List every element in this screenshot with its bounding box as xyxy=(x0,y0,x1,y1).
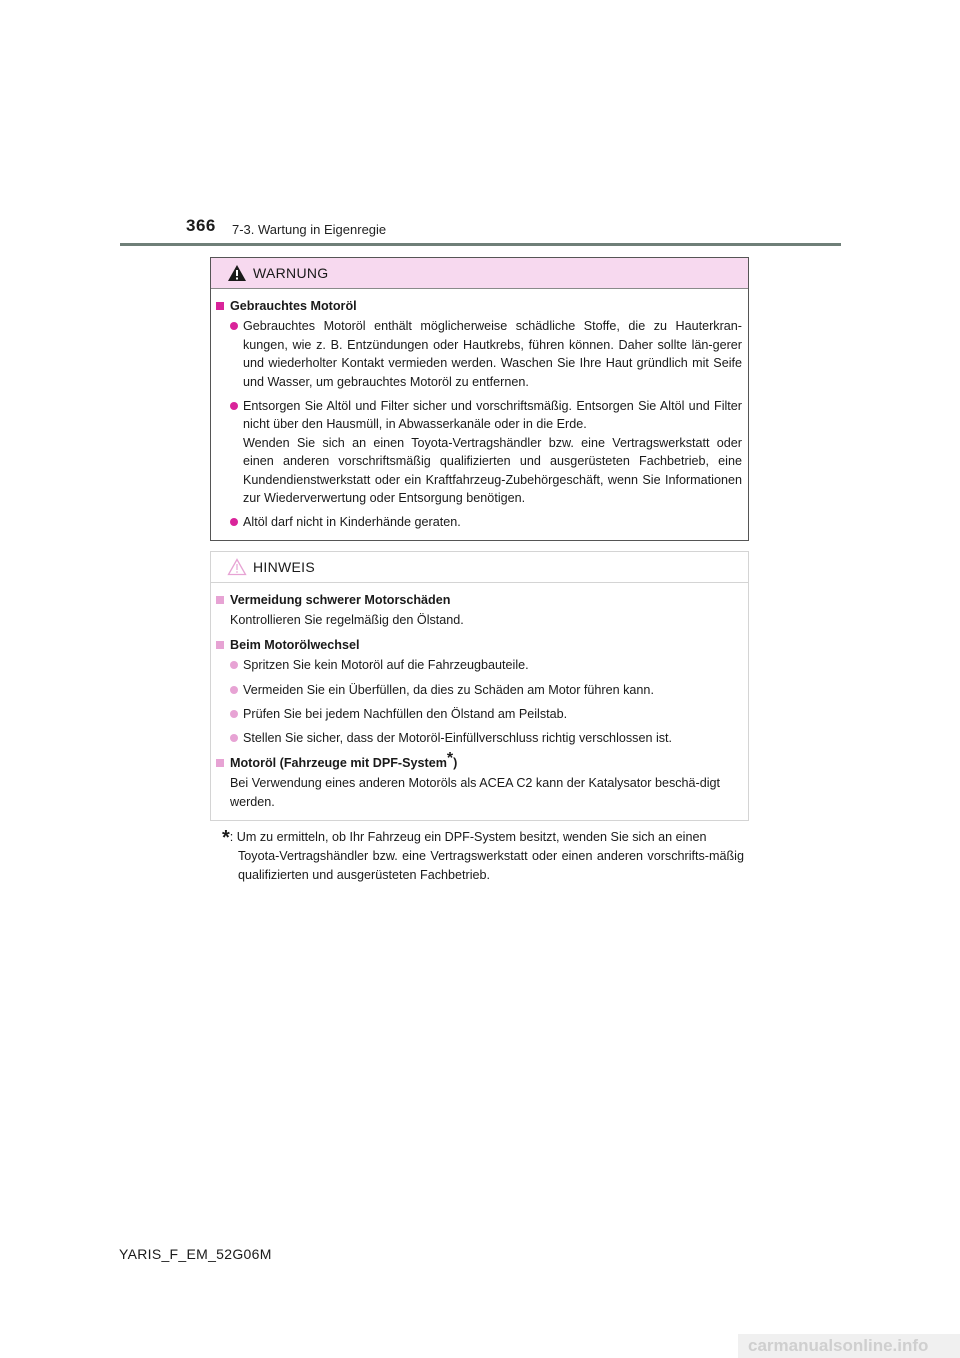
section-title: 7-3. Wartung in Eigenregie xyxy=(232,222,387,237)
list-item: Gebrauchtes Motoröl enthält möglicherweise schädliche Stoffe, die zu Hauterkran-kungen, wie z. B. Entzündungen oder Hautkrebs, führen können. Daher sollte län-gerer und wiederholter Kontakt vermieden werden. Waschen Sie Ihre Haut gründlich mit Seife und Wasser, um gebrauchtes Motoröl zu entfernen. xyxy=(216,317,742,391)
square-bullet-icon xyxy=(216,596,224,604)
notice-text: Kontrollieren Sie regelmäßig den Ölstand. xyxy=(230,613,464,628)
round-bullet-icon xyxy=(230,518,238,526)
footnote-text: : Um zu ermitteln, ob Ihr Fahrzeug ein DPF-System besitzt, wenden Sie sich an einen xyxy=(229,830,707,844)
notice-text: Bei Verwendung eines anderen Motoröls als ACEA C2 kann der Katalysator beschä-digt werden. xyxy=(230,776,721,809)
list-item: Vermeiden Sie ein Überfüllen, da dies zu Schäden am Motor führen kann. xyxy=(216,681,742,699)
document-code: YARIS_F_EM_52G06M xyxy=(119,1246,272,1262)
page-number: 366 xyxy=(186,216,216,235)
warning-section-heading: Gebrauchtes Motoröl xyxy=(216,297,742,315)
list-item: Prüfen Sie bei jedem Nachfüllen den Ölstand am Peilstab. xyxy=(216,705,742,723)
list-item: Spritzen Sie kein Motoröl auf die Fahrzeugbauteile. xyxy=(216,656,742,674)
warning-triangle-outline-icon xyxy=(227,558,247,576)
round-bullet-icon xyxy=(230,686,238,694)
warning-title: WARNUNG xyxy=(253,265,329,281)
square-bullet-icon xyxy=(216,302,224,310)
notice-section-heading: Motoröl (Fahrzeuge mit DPF-System*) xyxy=(216,754,742,772)
round-bullet-icon xyxy=(230,734,238,742)
round-bullet-icon xyxy=(230,710,238,718)
footnote-marker: * xyxy=(222,827,230,849)
square-bullet-icon xyxy=(216,641,224,649)
list-item: Stellen Sie sicher, dass der Motoröl-Einfüllverschluss richtig verschlossen ist. xyxy=(216,729,742,747)
round-bullet-icon xyxy=(230,402,238,410)
watermark: carmanualsonline.info xyxy=(748,1336,929,1355)
notice-box xyxy=(210,551,749,821)
footnote-star: * xyxy=(446,749,454,767)
notice-section-heading: Vermeidung schwerer Motorschäden xyxy=(216,591,742,609)
notice-section-heading: Beim Motorölwechsel xyxy=(216,636,742,654)
warning-header xyxy=(211,258,748,289)
header-rule xyxy=(120,243,841,246)
notice-header xyxy=(211,552,748,583)
list-item-continuation: Wenden Sie sich an einen Toyota-Vertragshändler bzw. eine Vertragswerkstatt oder einen anderen vorschriftsmäßig qualifizierten und ausgerüsteten Fachbetrieb, eine Kundendienstwerkstatt oder ein Kraftfahrzeug-Zubehörgeschäft, wenn Sie Informationen zur Wiederverwertung oder Entsorgung benötigen. xyxy=(243,435,742,506)
list-item: Entsorgen Sie Altöl und Filter sicher und vorschriftsmäßig. Entsorgen Sie Altöl und Filter nicht über den Hausmüll, in Abwasserkanäle oder in die Erde. Wenden Sie sich an einen Toyota-Vertragshändler bzw. eine Vertragswerkstatt oder einen anderen vorschriftsmäßig qualifizierten und ausgerüsteten Fachbetrieb, eine Kundendienstwerkstatt oder ein Kraftfahrzeug-Zubehörgeschäft, wenn Sie Informationen zur Wiederverwertung oder Entsorgung benötigen. xyxy=(216,397,742,507)
footnote xyxy=(222,828,744,884)
square-bullet-icon xyxy=(216,759,224,767)
footnote-continuation: Toyota-Vertragshändler bzw. eine Vertragswerkstatt oder einen anderen vorschrifts-mäßig qualifizierten und ausgerüsteten Fachbetrieb. xyxy=(238,849,744,882)
warning-box xyxy=(210,257,749,541)
warning-triangle-icon xyxy=(227,264,247,282)
round-bullet-icon xyxy=(230,322,238,330)
list-item: Altöl darf nicht in Kinderhände geraten. xyxy=(216,513,742,531)
round-bullet-icon xyxy=(230,661,238,669)
notice-title: HINWEIS xyxy=(253,559,315,575)
